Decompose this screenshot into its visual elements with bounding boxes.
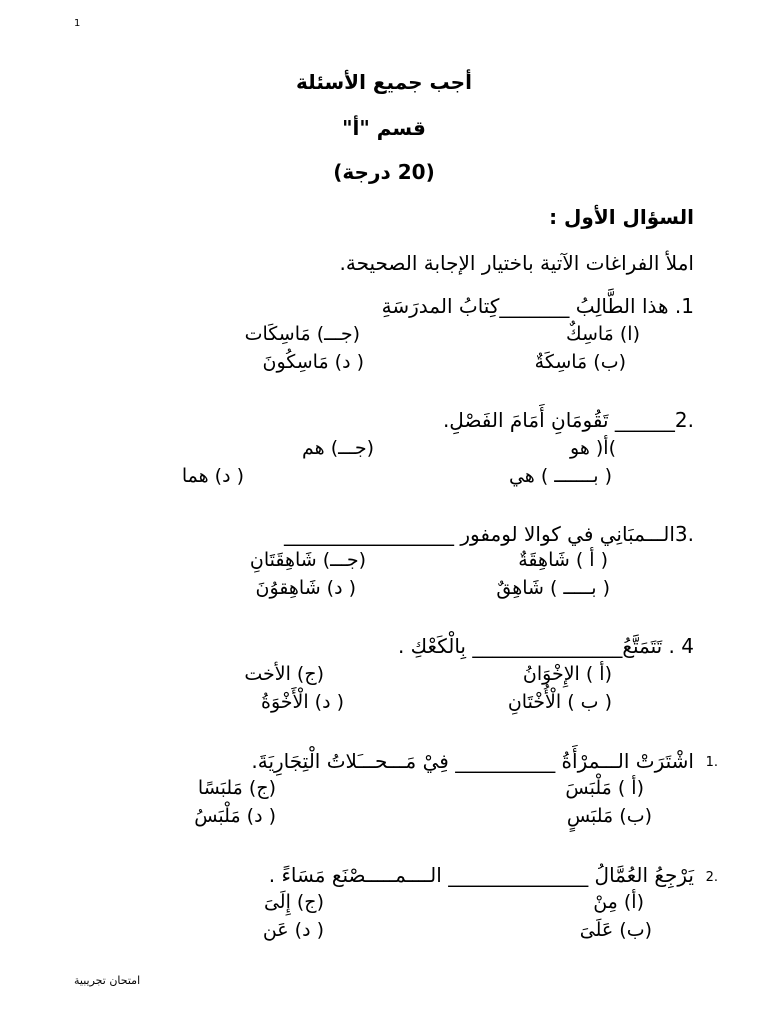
- option-d: ( د) عَن: [262, 919, 324, 941]
- option-b: (ب) مَلبَسٍ: [566, 805, 652, 827]
- item-stem: .3الـــمبَانِي في كوالا لومفور _________________: [284, 522, 694, 546]
- item-stem: 1. هذا الطَّالِبُ _______كِتابُ المدرَسَةِ: [381, 294, 694, 318]
- item-number: 1.: [705, 755, 718, 770]
- item-stem: اشْتَرَتْ الـــمرْأَةُ __________ فِيْ مَـــحـــَلاتُ الْتِجَارِيَةَ.: [251, 749, 694, 773]
- option-b: ( ب ) الْأُخْتَانِ: [507, 691, 612, 713]
- question-title: السؤال الأول :: [549, 205, 694, 229]
- option-d: ( د) مَلْبَسُ: [194, 805, 276, 827]
- option-c: (ج) إِلَىَ: [263, 891, 324, 913]
- section-heading: قسم "أ": [342, 116, 426, 140]
- option-c: (جـــ) مَاسِكَات: [244, 323, 360, 345]
- option-a: )أ( هو: [570, 437, 616, 459]
- footer-note: امتحان تجريبية: [74, 974, 141, 987]
- option-c: (ج) الأخت: [244, 663, 324, 685]
- option-b: ( بـــــــ ) هي: [508, 465, 612, 487]
- item-stem: 4 . تَتَمَتَّعُ_______________ بِالْكَعْكِ .: [397, 634, 694, 658]
- option-a: (أ ) مَلْبَسَ: [565, 777, 644, 799]
- option-b: (ب) مَاسِكَةٌ: [534, 351, 626, 373]
- option-c: (ج) مَلبَسًا: [197, 777, 276, 799]
- page-number: 1: [74, 18, 81, 29]
- option-d: ( د) مَاسِكُونَ: [262, 351, 364, 373]
- option-a: (ا) مَاسِكٌ: [565, 323, 640, 345]
- option-b: (ب) عَلَىَ: [579, 919, 652, 941]
- item-stem: .2______ تَقُومَانِ أَمَامَ الفَصْلِ.: [442, 408, 694, 432]
- question-instruction: املأ الفراغات الآتية باختيار الإجابة الصحيحة.: [339, 251, 694, 275]
- item-number: 2.: [705, 870, 718, 885]
- option-a: ( أ ) شَاهِقَةٌ: [518, 549, 608, 571]
- option-a: (أ) مِنْ: [593, 891, 644, 913]
- option-b: ( بـــــ ) شَاهِقٌ: [496, 577, 610, 599]
- option-d: ( د) الْأَخْوَةُ: [261, 691, 344, 713]
- item-stem: يَرْجِعُ العُمَّالُ ______________ الــــمـــــصْنَع مَسَاءً .: [268, 863, 694, 887]
- option-c: (جـــ) شَاهِقَتَانِ: [249, 549, 366, 571]
- instructions-heading: أجب جميع الأسئلة: [296, 70, 472, 94]
- option-d: ( د) شَاهِقوُنَ: [255, 577, 356, 599]
- option-d: ( د) هما: [181, 465, 244, 487]
- option-a: (أ ) الإِخْوَانُ: [522, 663, 612, 685]
- marks-heading: (20 درجة): [333, 160, 435, 184]
- option-c: (جـــ) هم: [302, 437, 374, 459]
